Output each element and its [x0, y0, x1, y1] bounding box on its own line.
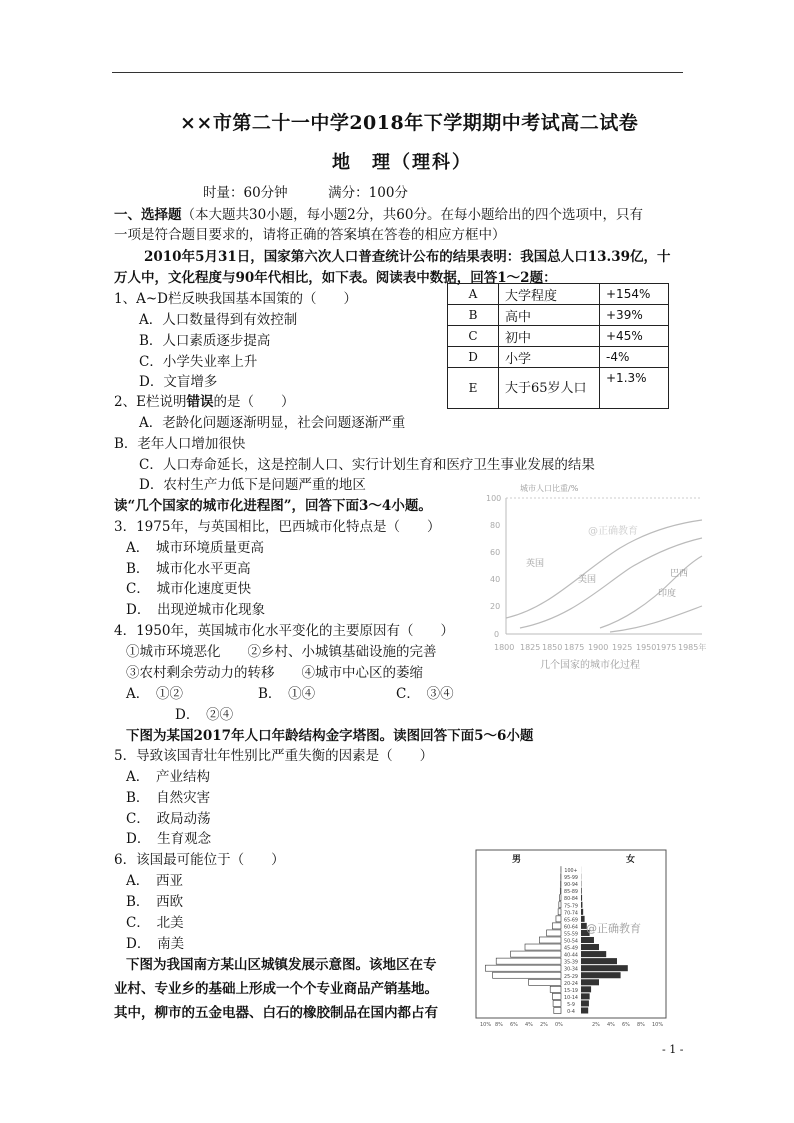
- q2-option-d[interactable]: D．农村生产力低下是问题严重的地区: [139, 477, 366, 493]
- urban-xtick: 1850: [542, 643, 563, 652]
- table-cell-key: C: [448, 326, 499, 347]
- table-cell-value: +45%: [600, 326, 669, 347]
- pyramid-xtick: 6%: [622, 1022, 630, 1028]
- pyramid-bar-female: [581, 909, 583, 915]
- urban-xtick: 1925: [612, 643, 633, 652]
- urban-series-label: 印度: [658, 589, 677, 599]
- q5-option-c[interactable]: C． 政局动荡: [126, 811, 211, 827]
- pyramid-bar-female: [581, 1000, 589, 1006]
- pyramid-bar-female: [581, 937, 594, 943]
- q1-option-d[interactable]: D．文盲增多: [139, 374, 218, 390]
- urban-caption: 几个国家的城市化过程: [540, 660, 640, 671]
- pyramid-bar-female: [581, 965, 628, 971]
- pyramid-bar-female: [581, 916, 585, 922]
- q2-option-c[interactable]: C．人口寿命延长，这是控制人口、实行计划生育和医疗卫生事业发展的结果: [139, 457, 595, 473]
- pyramid-xtick: 6%: [510, 1022, 518, 1028]
- urban-xtick: 1825: [520, 643, 541, 652]
- q4-statements-2: ③农村剩余劳动力的转移 ④城市中心区的萎缩: [126, 665, 423, 681]
- q5-option-d[interactable]: D． 生育观念: [126, 831, 212, 847]
- page-number: - 1 -: [662, 1043, 684, 1056]
- pyramid-bar-male: [539, 937, 561, 943]
- pyramid-xtick: 8%: [495, 1022, 503, 1028]
- pyramid-bar-male: [552, 993, 561, 999]
- section-desc-line2: 一项是符合题目要求的，请将正确的答案填在答卷的相应方框中）: [114, 227, 506, 243]
- pyramid-bar-male: [496, 958, 561, 964]
- pyramid-bar-male: [559, 902, 561, 908]
- urban-series-label: 巴西: [670, 569, 689, 579]
- pyramid-xtick: 4%: [525, 1022, 533, 1028]
- table-cell-label: 大于65岁人口: [499, 368, 600, 409]
- pyramid-xtick: 4%: [607, 1022, 615, 1028]
- pyramid-bar-male: [529, 979, 561, 985]
- intro2: 读“几个国家的城市化进程图”，回答下面3～4小题。: [114, 498, 432, 514]
- urban-xtick: 1800: [494, 643, 515, 652]
- urban-series-label: 美国: [578, 575, 597, 585]
- urban-xtick: 1975: [656, 643, 677, 652]
- q2-stem-emphasis: 错误: [186, 394, 214, 410]
- q3-option-a[interactable]: A． 城市环境质量更高: [126, 540, 264, 556]
- q6-option-d[interactable]: D． 南美: [126, 936, 185, 952]
- pyramid-xtick: 2%: [592, 1022, 600, 1028]
- q4-option-c[interactable]: C． ③④: [396, 686, 454, 702]
- pyramid-age-label: 15-19: [564, 988, 578, 994]
- pyramid-xtick: 0%: [555, 1022, 563, 1028]
- pyramid-xtick: 10%: [652, 1022, 664, 1028]
- q1-option-b[interactable]: B．人口素质逐步提高: [139, 333, 271, 349]
- table-cell-key: D: [448, 347, 499, 368]
- pyramid-bar-female: [581, 944, 599, 950]
- q4-option-a[interactable]: A． ①②: [126, 686, 183, 702]
- exam-subject: 地 理（理科）: [332, 152, 472, 173]
- pyramid-xtick: 2%: [540, 1022, 548, 1028]
- pyramid-age-label: 0-4: [567, 1010, 575, 1015]
- q5-option-a[interactable]: A． 产业结构: [126, 769, 210, 785]
- table-cell-value: +154%: [600, 284, 669, 305]
- table-cell-key: A: [448, 284, 499, 305]
- pyramid-bar-female: [581, 902, 582, 908]
- q5-option-b[interactable]: B． 自然灾害: [126, 790, 211, 806]
- pyramid-bar-male: [550, 986, 561, 992]
- pyramid-age-label: 50-54: [564, 939, 578, 945]
- pyramid-bar-male: [525, 944, 561, 950]
- table-row: [448, 368, 669, 409]
- q3-option-c[interactable]: C． 城市化速度更快: [126, 581, 252, 597]
- q6-option-b[interactable]: B． 西欧: [126, 894, 184, 910]
- intro3: 下图为某国2017年人口年龄结构金字塔图。读图回答下面5～6小题: [126, 728, 534, 744]
- pyramid-bar-male: [485, 965, 561, 971]
- q2-option-a[interactable]: A．老龄化问题逐渐明显，社会问题逐渐严重: [139, 415, 406, 431]
- pyramid-male-label: 男: [512, 855, 522, 865]
- pyramid-age-label: 75-79: [564, 904, 578, 910]
- pyramid-bar-male: [560, 888, 561, 894]
- q6-stem: 6．该国最可能位于（ ）: [114, 852, 285, 868]
- q1-option-a[interactable]: A．人口数量得到有效控制: [139, 312, 298, 328]
- q2-stem-pre: 2、E栏说明: [114, 394, 187, 410]
- pyramid-xtick: 10%: [480, 1022, 492, 1028]
- table-cell-value: +1.3%: [600, 368, 669, 409]
- pyramid-age-label: 20-24: [564, 981, 578, 987]
- table-cell-label: 小学: [499, 347, 600, 368]
- urbanization-chart: [480, 478, 712, 674]
- q4-stem: 4．1950年，英国城市化水平变化的主要原因有（ ）: [114, 623, 454, 639]
- q2-stem-post: 的是（ ）: [213, 394, 295, 410]
- q6-option-c[interactable]: C． 北美: [126, 915, 184, 931]
- q3-stem: 3．1975年，与英国相比，巴西城市化特点是（ ）: [114, 519, 441, 535]
- pyramid-xticks: [480, 1022, 663, 1028]
- pyramid-age-label: 85-89: [564, 890, 578, 896]
- pyramid-female-label: 女: [626, 855, 636, 865]
- pyramid-bar-male: [552, 923, 561, 929]
- q2-option-b[interactable]: B．老年人口增加很快: [114, 436, 246, 452]
- q4-option-b[interactable]: B． ①④: [258, 686, 316, 702]
- urban-ytick: 20: [490, 602, 501, 611]
- section-desc-line1: [114, 203, 643, 223]
- intro4-line3: 其中，柳市的五金电器、白石的橡胶制品在国内都占有: [114, 1005, 438, 1021]
- q1-option-c[interactable]: C．小学失业率上升: [139, 354, 258, 370]
- pyramid-age-label: 80-84: [564, 897, 578, 903]
- intro1-line2: 万人中，文化程度与90年代相比，如下表。阅读表中数据，回答1～2题：: [114, 270, 557, 286]
- pyramid-bar-female: [581, 979, 599, 985]
- pyramid-bar-female: [581, 958, 617, 964]
- pyramid-bar-male: [554, 1007, 561, 1013]
- urban-ytick: 0: [494, 630, 500, 639]
- q6-option-a[interactable]: A． 西亚: [126, 873, 183, 889]
- urban-xtick: 1985年: [678, 643, 707, 652]
- pyramid-bar-male: [560, 895, 561, 901]
- pyramid-age-label: 100+: [564, 869, 578, 875]
- intro4-line2: 业村、专业乡的基础上形成一个个专业商品产销基地。: [114, 981, 438, 997]
- intro1-line1: 2010年5月31日，国家第六次人口普查统计公布的结果表明：我国总人口13.39亿，十: [144, 249, 671, 265]
- pyramid-age-label: 95-99: [564, 876, 578, 882]
- table-row: [448, 284, 669, 305]
- pyramid-xtick: 8%: [637, 1022, 645, 1028]
- pyramid-age-label: 55-59: [564, 932, 578, 938]
- table-row: [448, 305, 669, 326]
- q4-option-d[interactable]: D． ②④: [175, 707, 234, 723]
- q5-stem: 5．导致该国青壮年性别比严重失衡的因素是（ ）: [114, 748, 434, 764]
- pyramid-age-label: 30-34: [564, 967, 578, 973]
- header-rule: [112, 72, 683, 73]
- pyramid-bar-female: [581, 972, 621, 978]
- pyramid-bar-female: [581, 1007, 588, 1013]
- time-info: 时量：60分钟 满分：100分: [203, 185, 408, 201]
- section-desc: （本大题共30小题，每小题2分，共60分。在每小题给出的四个选项中，只有: [181, 207, 643, 223]
- pyramid-age-label: 60-64: [564, 925, 578, 931]
- urban-ytick: 40: [490, 575, 501, 584]
- pyramid-bar-male: [547, 930, 561, 936]
- table-cell-value: +39%: [600, 305, 669, 326]
- pyramid-bar-male: [493, 972, 561, 978]
- urban-xtick: 1900: [588, 643, 609, 652]
- pyramid-age-label: 65-69: [564, 918, 578, 924]
- pyramid-bar-male: [511, 951, 561, 957]
- urban-ylabel: 城市人口比重/%: [520, 484, 579, 493]
- urban-ytick: 60: [490, 548, 501, 557]
- urban-xtick: 1875: [564, 643, 585, 652]
- pyramid-age-label: 25-29: [564, 974, 578, 980]
- pyramid-bar-female: [581, 993, 590, 999]
- table-cell-label: 初中: [499, 326, 600, 347]
- table-cell-label: 高中: [499, 305, 600, 326]
- exam-title: ××市第二十一中学2018年下学期期中考试高二试卷: [180, 112, 639, 134]
- table-row: [448, 326, 669, 347]
- pyramid-bar-female: [581, 951, 606, 957]
- pyramid-age-label: 40-44: [564, 953, 578, 959]
- urban-series-label: 英国: [526, 559, 545, 569]
- population-pyramid: [474, 848, 670, 1030]
- pyramid-bar-male: [558, 909, 561, 915]
- pyramid-age-label: 10-14: [564, 995, 578, 1001]
- q3-option-d[interactable]: D． 出现逆城市化现象: [126, 602, 266, 618]
- table-cell-label: 大学程度: [499, 284, 600, 305]
- pyramid-bar-female: [581, 895, 582, 901]
- pyramid-bar-female: [581, 986, 591, 992]
- pyramid-bar-male: [556, 916, 561, 922]
- section-heading: 一、选择题: [114, 207, 182, 223]
- table-cell-key: E: [448, 368, 499, 409]
- pyramid-age-label: 90-94: [564, 883, 578, 889]
- urban-xtick: 1950: [636, 643, 657, 652]
- pyramid-age-label: 45-49: [564, 946, 578, 952]
- q1-stem: 1、A~D栏反映我国基本国策的（ ）: [114, 291, 357, 307]
- table-cell-key: B: [448, 305, 499, 326]
- pyramid-age-label: 70-74: [564, 911, 578, 917]
- pyramid-bar-male: [553, 1000, 561, 1006]
- education-table: [447, 283, 669, 409]
- pyramid-watermark: @正确教育: [586, 922, 641, 935]
- urban-watermark: @正确教育: [588, 526, 638, 537]
- urban-ytick: 80: [490, 521, 501, 530]
- urban-ytick: 100: [486, 494, 502, 503]
- q4-statements-1: ①城市环境恶化 ②乡村、小城镇基础设施的完善: [126, 644, 437, 660]
- q2-stem: [114, 390, 294, 410]
- intro4-line1: 下图为我国南方某山区城镇发展示意图。该地区在专: [126, 957, 437, 973]
- q3-option-b[interactable]: B． 城市化水平更高: [126, 561, 251, 577]
- table-cell-value: -4%: [600, 347, 669, 368]
- pyramid-age-label: 5-9: [567, 1002, 575, 1008]
- pyramid-bar-female: [581, 888, 582, 894]
- pyramid-age-label: 35-39: [564, 960, 578, 966]
- table-row: [448, 347, 669, 368]
